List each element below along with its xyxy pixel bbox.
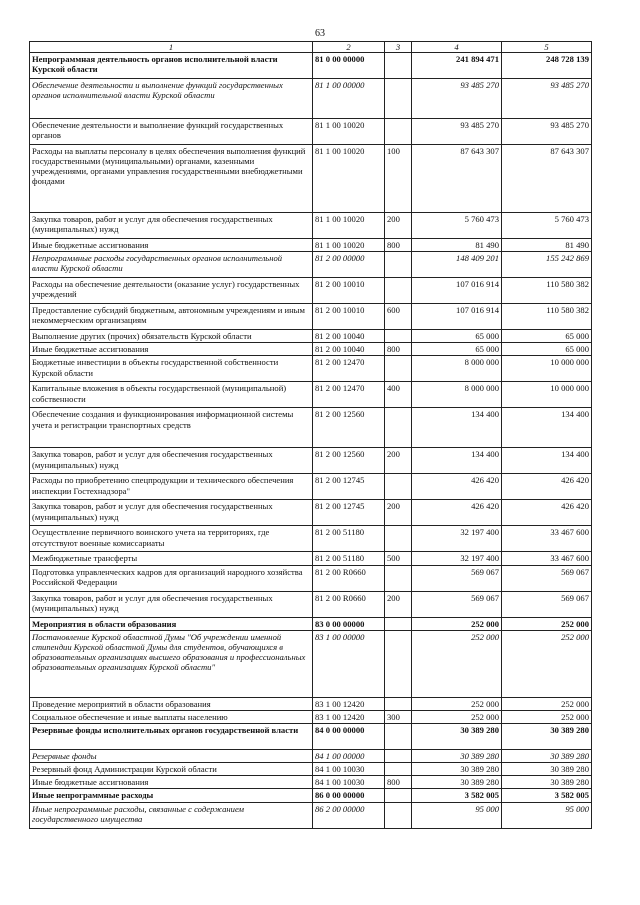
row-code-cell: 83 1 00 12420 [313, 710, 385, 723]
row-code-cell: 81 2 00 12560 [313, 408, 385, 448]
row-amount-col5-cell: 110 580 382 [502, 278, 592, 304]
table-row [30, 79, 592, 119]
row-name-cell: Закупка товаров, работ и услуг для обеспечения государственных (муниципальных) нужд [30, 500, 313, 526]
table-row [30, 53, 592, 79]
row-code-cell: 81 2 00 10040 [313, 330, 385, 343]
row-code-cell: 81 2 00 51180 [313, 526, 385, 552]
row-expense-type-cell [385, 356, 412, 382]
header-row [30, 42, 592, 53]
table-row [30, 697, 592, 710]
row-name-cell: Капитальные вложения в объекты государственной (муниципальной) собственности [30, 382, 313, 408]
row-amount-col5-cell: 569 067 [502, 591, 592, 617]
row-amount-col4-cell: 65 000 [412, 330, 502, 343]
row-amount-col5-cell: 65 000 [502, 343, 592, 356]
row-amount-col4-cell: 93 485 270 [412, 119, 502, 145]
row-amount-col4-cell: 252 000 [412, 630, 502, 697]
row-name-cell: Резервный фонд Администрации Курской области [30, 763, 313, 776]
row-expense-type-cell: 800 [385, 343, 412, 356]
row-expense-type-cell [385, 749, 412, 762]
row-amount-col4-cell: 3 582 005 [412, 789, 502, 802]
row-amount-col5-cell: 252 000 [502, 697, 592, 710]
row-expense-type-cell [385, 53, 412, 79]
table-header [30, 42, 592, 53]
row-amount-col5-cell: 110 580 382 [502, 304, 592, 330]
row-code-cell: 86 2 00 00000 [313, 802, 385, 828]
row-expense-type-cell [385, 330, 412, 343]
row-amount-col4-cell: 8 000 000 [412, 382, 502, 408]
header-col-4: 4 [412, 42, 502, 53]
row-code-cell: 81 1 00 10020 [313, 239, 385, 252]
row-expense-type-cell: 600 [385, 304, 412, 330]
row-amount-col5-cell: 5 760 473 [502, 213, 592, 239]
row-amount-col5-cell: 155 242 869 [502, 252, 592, 278]
table-row [30, 252, 592, 278]
table-row [30, 526, 592, 552]
row-name-cell: Обеспечение создания и функционирования информационной системы учета и регистрации транспортных средств [30, 408, 313, 448]
row-amount-col4-cell: 134 400 [412, 448, 502, 474]
row-amount-col5-cell: 426 420 [502, 474, 592, 500]
table-body [30, 53, 592, 829]
row-code-cell: 81 2 00 12470 [313, 356, 385, 382]
header-col-3: 3 [385, 42, 412, 53]
row-name-cell: Иные бюджетные ассигнования [30, 343, 313, 356]
row-name-cell: Непрограммная деятельность органов исполнительной власти Курской области [30, 53, 313, 79]
row-expense-type-cell [385, 252, 412, 278]
row-amount-col4-cell: 569 067 [412, 591, 502, 617]
row-name-cell: Постановление Курской областной Думы "Об учреждении именной стипендии Курской областной Думы для студентов, обучающихся в образовательных организациях высшего образования и профессиональных образовательных организациях Курской области" [30, 630, 313, 697]
table-row [30, 565, 592, 591]
table-row [30, 330, 592, 343]
table-row [30, 500, 592, 526]
row-code-cell: 81 2 00 10010 [313, 278, 385, 304]
row-amount-col4-cell: 95 000 [412, 802, 502, 828]
row-expense-type-cell: 300 [385, 710, 412, 723]
table-row [30, 356, 592, 382]
row-code-cell: 81 2 00 51180 [313, 552, 385, 565]
row-name-cell: Мероприятия в области образования [30, 617, 313, 630]
row-amount-col4-cell: 32 197 400 [412, 526, 502, 552]
row-expense-type-cell: 200 [385, 500, 412, 526]
row-amount-col5-cell: 87 643 307 [502, 145, 592, 213]
row-expense-type-cell: 500 [385, 552, 412, 565]
row-name-cell: Социальное обеспечение и иные выплаты населению [30, 710, 313, 723]
table-row [30, 776, 592, 789]
row-name-cell: Проведение мероприятий в области образования [30, 697, 313, 710]
header-col-2: 2 [313, 42, 385, 53]
row-code-cell: 81 2 00 R0660 [313, 565, 385, 591]
row-amount-col4-cell: 30 389 280 [412, 723, 502, 749]
row-name-cell: Закупка товаров, работ и услуг для обеспечения государственных (муниципальных) нужд [30, 448, 313, 474]
row-name-cell: Расходы по приобретению спецпродукции и технического обеспечения инспекции Гостехнадзора" [30, 474, 313, 500]
row-name-cell: Осуществление первичного воинского учета на территориях, где отсутствуют военные комиссариаты [30, 526, 313, 552]
row-amount-col4-cell: 65 000 [412, 343, 502, 356]
row-code-cell: 84 0 00 00000 [313, 723, 385, 749]
row-amount-col4-cell: 569 067 [412, 565, 502, 591]
row-code-cell: 84 1 00 10030 [313, 763, 385, 776]
row-code-cell: 81 0 00 00000 [313, 53, 385, 79]
row-code-cell: 81 2 00 12745 [313, 500, 385, 526]
table-row [30, 343, 592, 356]
table-row [30, 278, 592, 304]
row-expense-type-cell: 800 [385, 776, 412, 789]
page-number: 63 [315, 28, 325, 39]
row-name-cell: Резервные фонды исполнительных органов государственной власти [30, 723, 313, 749]
row-expense-type-cell [385, 789, 412, 802]
table-row [30, 723, 592, 749]
row-expense-type-cell [385, 119, 412, 145]
row-code-cell: 83 1 00 00000 [313, 630, 385, 697]
table-row [30, 789, 592, 802]
row-amount-col4-cell: 134 400 [412, 408, 502, 448]
table-row [30, 552, 592, 565]
table-row [30, 617, 592, 630]
row-amount-col5-cell: 252 000 [502, 630, 592, 697]
row-amount-col5-cell: 252 000 [502, 710, 592, 723]
table-row [30, 145, 592, 213]
row-expense-type-cell [385, 763, 412, 776]
row-amount-col5-cell: 30 389 280 [502, 749, 592, 762]
row-amount-col4-cell: 87 643 307 [412, 145, 502, 213]
row-amount-col4-cell: 252 000 [412, 697, 502, 710]
row-code-cell: 81 2 00 10040 [313, 343, 385, 356]
row-code-cell: 81 1 00 00000 [313, 79, 385, 119]
row-amount-col5-cell: 93 485 270 [502, 119, 592, 145]
row-name-cell: Непрограммные расходы государственных органов исполнительной власти Курской области [30, 252, 313, 278]
row-expense-type-cell [385, 697, 412, 710]
header-col-5: 5 [502, 42, 592, 53]
row-name-cell: Межбюджетные трансферты [30, 552, 313, 565]
row-amount-col4-cell: 148 409 201 [412, 252, 502, 278]
row-expense-type-cell [385, 565, 412, 591]
row-code-cell: 84 1 00 00000 [313, 749, 385, 762]
row-expense-type-cell [385, 617, 412, 630]
row-name-cell: Закупка товаров, работ и услуг для обеспечения государственных (муниципальных) нужд [30, 591, 313, 617]
row-name-cell: Иные непрограммные расходы [30, 789, 313, 802]
row-code-cell: 81 2 00 00000 [313, 252, 385, 278]
table-row [30, 448, 592, 474]
row-expense-type-cell: 800 [385, 239, 412, 252]
table-row [30, 408, 592, 448]
row-code-cell: 83 1 00 12420 [313, 697, 385, 710]
row-name-cell: Иные бюджетные ассигнования [30, 776, 313, 789]
row-amount-col4-cell: 426 420 [412, 500, 502, 526]
table-row [30, 474, 592, 500]
row-expense-type-cell: 200 [385, 213, 412, 239]
row-expense-type-cell: 200 [385, 591, 412, 617]
table-row [30, 213, 592, 239]
row-amount-col4-cell: 252 000 [412, 710, 502, 723]
row-code-cell: 81 2 00 12745 [313, 474, 385, 500]
row-amount-col4-cell: 5 760 473 [412, 213, 502, 239]
row-code-cell: 81 2 00 R0660 [313, 591, 385, 617]
row-amount-col5-cell: 33 467 600 [502, 526, 592, 552]
row-code-cell: 81 1 00 10020 [313, 145, 385, 213]
row-amount-col5-cell: 10 000 000 [502, 356, 592, 382]
table-row [30, 382, 592, 408]
row-amount-col4-cell: 8 000 000 [412, 356, 502, 382]
row-name-cell: Иные бюджетные ассигнования [30, 239, 313, 252]
table-row [30, 802, 592, 828]
row-amount-col5-cell: 65 000 [502, 330, 592, 343]
row-name-cell: Расходы на обеспечение деятельности (оказание услуг) государственных учреждений [30, 278, 313, 304]
row-amount-col5-cell: 569 067 [502, 565, 592, 591]
row-code-cell: 83 0 00 00000 [313, 617, 385, 630]
row-amount-col4-cell: 252 000 [412, 617, 502, 630]
row-amount-col5-cell: 10 000 000 [502, 382, 592, 408]
row-amount-col4-cell: 241 894 471 [412, 53, 502, 79]
row-code-cell: 81 1 00 10020 [313, 213, 385, 239]
row-amount-col4-cell: 30 389 280 [412, 749, 502, 762]
table-row [30, 710, 592, 723]
row-name-cell: Расходы на выплаты персоналу в целях обеспечения выполнения функций государственными (муниципальными) органами, казенными учреждениями, органами управления государственными внебюджетными фондами [30, 145, 313, 213]
row-amount-col4-cell: 30 389 280 [412, 776, 502, 789]
row-name-cell: Обеспечение деятельности и выполнение функций государственных органов исполнительной власти Курской области [30, 79, 313, 119]
row-amount-col4-cell: 426 420 [412, 474, 502, 500]
row-expense-type-cell: 400 [385, 382, 412, 408]
row-name-cell: Резервные фонды [30, 749, 313, 762]
row-name-cell: Иные непрограммные расходы, связанные с содержанием государственного имущества [30, 802, 313, 828]
row-amount-col4-cell: 93 485 270 [412, 79, 502, 119]
row-amount-col5-cell: 252 000 [502, 617, 592, 630]
row-amount-col4-cell: 32 197 400 [412, 552, 502, 565]
row-name-cell: Подготовка управленческих кадров для организаций народного хозяйства Российской Федерации [30, 565, 313, 591]
row-amount-col4-cell: 81 490 [412, 239, 502, 252]
header-col-1: 1 [30, 42, 313, 53]
row-code-cell: 81 2 00 10010 [313, 304, 385, 330]
row-expense-type-cell [385, 278, 412, 304]
row-amount-col5-cell: 30 389 280 [502, 763, 592, 776]
row-expense-type-cell [385, 79, 412, 119]
row-amount-col5-cell: 81 490 [502, 239, 592, 252]
row-expense-type-cell [385, 802, 412, 828]
table-row [30, 630, 592, 697]
row-code-cell: 81 2 00 12560 [313, 448, 385, 474]
row-amount-col5-cell: 134 400 [502, 448, 592, 474]
table-row [30, 119, 592, 145]
table-row [30, 239, 592, 252]
row-amount-col5-cell: 33 467 600 [502, 552, 592, 565]
row-expense-type-cell: 200 [385, 448, 412, 474]
row-name-cell: Бюджетные инвестиции в объекты государственной собственности Курской области [30, 356, 313, 382]
row-amount-col5-cell: 3 582 005 [502, 789, 592, 802]
row-name-cell: Предоставление субсидий бюджетным, автономным учреждениям и иным некоммерческим организациям [30, 304, 313, 330]
row-code-cell: 84 1 00 10030 [313, 776, 385, 789]
row-expense-type-cell [385, 474, 412, 500]
row-amount-col5-cell: 134 400 [502, 408, 592, 448]
row-amount-col4-cell: 30 389 280 [412, 763, 502, 776]
table-row [30, 749, 592, 762]
row-name-cell: Обеспечение деятельности и выполнение функций государственных органов [30, 119, 313, 145]
row-expense-type-cell [385, 630, 412, 697]
row-amount-col5-cell: 426 420 [502, 500, 592, 526]
row-expense-type-cell [385, 526, 412, 552]
table-row [30, 304, 592, 330]
row-expense-type-cell [385, 408, 412, 448]
row-code-cell: 86 0 00 00000 [313, 789, 385, 802]
row-name-cell: Выполнение других (прочих) обязательств Курской области [30, 330, 313, 343]
row-amount-col4-cell: 107 016 914 [412, 278, 502, 304]
table-row [30, 591, 592, 617]
row-code-cell: 81 1 00 10020 [313, 119, 385, 145]
row-amount-col5-cell: 95 000 [502, 802, 592, 828]
budget-table [29, 41, 592, 829]
row-code-cell: 81 2 00 12470 [313, 382, 385, 408]
row-amount-col4-cell: 107 016 914 [412, 304, 502, 330]
row-amount-col5-cell: 248 728 139 [502, 53, 592, 79]
row-expense-type-cell [385, 723, 412, 749]
row-amount-col5-cell: 30 389 280 [502, 723, 592, 749]
row-name-cell: Закупка товаров, работ и услуг для обеспечения государственных (муниципальных) нужд [30, 213, 313, 239]
table-row [30, 763, 592, 776]
row-amount-col5-cell: 30 389 280 [502, 776, 592, 789]
row-expense-type-cell: 100 [385, 145, 412, 213]
row-amount-col5-cell: 93 485 270 [502, 79, 592, 119]
